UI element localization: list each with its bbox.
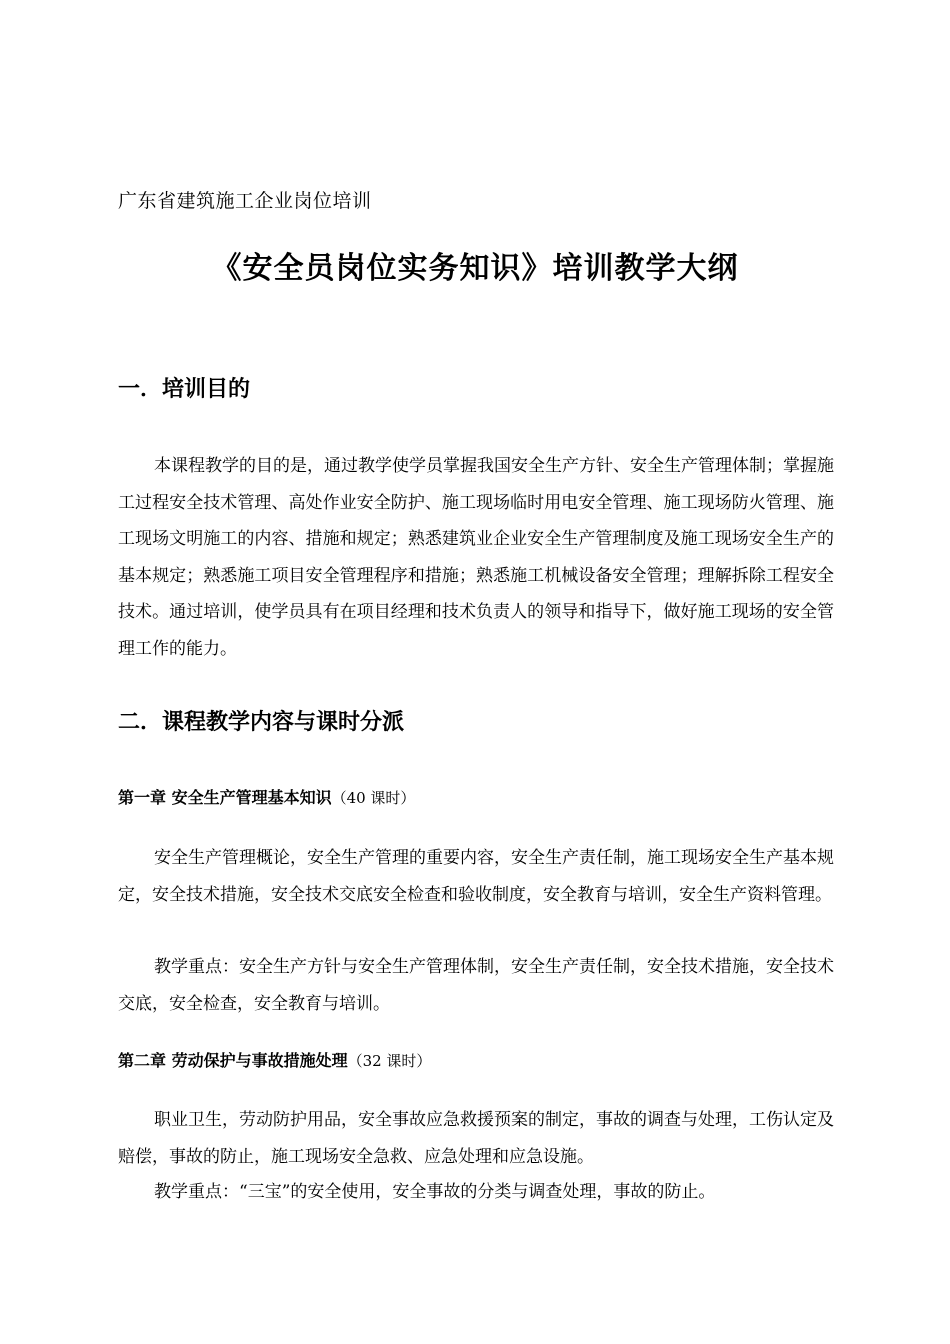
chapter-1-key-points: 教学重点：安全生产方针与安全生产管理体制，安全生产责任制，安全技术措施，安全技术交底，安全检查，安全教育与培训。	[118, 957, 834, 1014]
chapter-1-title: 第一章 安全生产管理基本知识	[118, 788, 332, 807]
chapter-2-title: 第二章 劳动保护与事故措施处理	[118, 1051, 348, 1070]
chapter-1-content: 安全生产管理概论，安全生产管理的重要内容，安全生产责任制，施工现场安全生产基本规定，安全技术措施，安全技术交底安全检查和验收制度，安全教育与培训，安全生产资料管理。	[118, 848, 834, 905]
purpose-paragraph: 本课程教学的目的是，通过教学使学员掌握我国安全生产方针、安全生产管理体制；掌握施工过程安全技术管理、高处作业安全防护、施工现场临时用电安全管理、施工现场防火管理、施工现场文明施工的内容、措施和规定；熟悉建筑业企业安全生产管理制度及施工现场安全生产的基本规定；熟悉施工项目安全管理程序和措施；熟悉施工机械设备安全管理；理解拆除工程安全技术。通过培训，使学员具有在项目经理和技术负责人的领导和指导下，做好施工现场的安全管理工作的能力。	[118, 456, 834, 659]
chapter-2-content: 职业卫生，劳动防护用品，安全事故应急救援预案的制定，事故的调查与处理，工伤认定及赔偿，事故的防止，施工现场安全急救、应急处理和应急设施。	[118, 1110, 834, 1167]
document-title: 《安全员岗位实务知识》培训教学大纲	[211, 251, 739, 286]
chapter-2-heading	[118, 1048, 431, 1071]
chapter-1-hours: （40 课时）	[331, 789, 416, 807]
section-heading-purpose: 一．培训目的	[118, 377, 251, 402]
organization-line: 广东省建筑施工企业岗位培训	[118, 190, 372, 212]
chapter-2-hours: （32 课时）	[347, 1052, 432, 1070]
section-heading-content: 二．课程教学内容与课时分派	[118, 710, 405, 735]
chapter-1-heading	[118, 785, 415, 808]
chapter-2-key-points: 教学重点：“三宝”的安全使用，安全事故的分类与调查处理，事故的防止。	[154, 1182, 716, 1202]
